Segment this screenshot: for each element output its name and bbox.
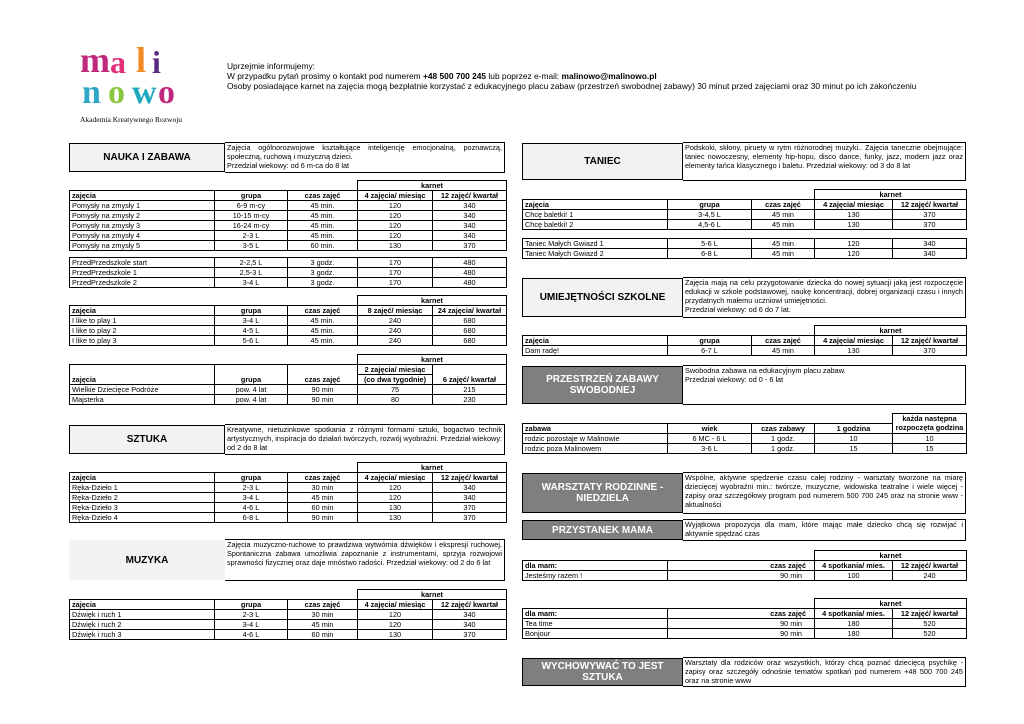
section-warsztaty-title: WARSZTATY RODZINNE - NIEDZIELA [522,473,683,513]
table-row: Chcę baletki! 2 4,5-6 L 45 min 130 370 [523,220,967,230]
section-umiej-desc: Zajęcia mają na celu przygotowanie dziecka do nowej sytuacji jaką jest rozpoczęcie edukacji w szkole podstawowej, naukę koncentracji, dobrej organizacji czasu i innych przydatnych małemu uczniowi umiejętności. Przedział wiekowy: od 6 do 7 lat. [683,277,966,318]
logo-letter: o [108,74,125,111]
przedszkole-table [69,257,507,288]
podroze-table: karnet zajęcia grupa czas zajęć 2 zajęcia/ miesiąc 6 zajęć/ kwartał (co dwa tygodnie) Wielkie Dziecięce Podróże pow. 4 lat 90 min 75 215 Majsterka pow. 4 lat 90 min 80 230 [69,354,507,405]
section-przestrzen-desc: Swobodna zabawa na edukacyjnym placu zabaw. Przedział wiekowy: od 0 - 6 lat [683,365,966,405]
section-taniec-title: TANIEC [522,143,683,180]
table-row: Pomysły na zmysły 1 6-9 m-cy 45 min. 120 340 [70,201,507,211]
section-nauka-desc: Zajęcia ogólnorozwojowe kształtujące inteligencję emocjonalną, poznawczą, społeczną, ruchową i muzyczną dzieci. Przedział wiekowy: od 6 m-ca do 8 lat [225,142,505,173]
logo-letter: i [152,44,161,80]
table-row: Bonjour 90 min 180 520 [523,629,967,639]
taniec-table: karnet zajęcia grupa czas zajęć 4 zajęcia/ miesiąc 12 zajęć/ kwartał Chcę baletki! 1 3-4,5 L 45 min 130 370 Chcę baletki! 2 4,5-6 L 45 min 130 370 [522,189,967,230]
malinowo-logo [80,40,183,132]
umiej-table: karnet zajęcia grupa czas zajęć 4 zajęcia/ miesiąc 12 zajęć/ kwartał Dam radę! 6-7 L 45 min 130 370 [522,325,967,356]
logo-letter: o [158,74,175,111]
table-row: Taniec Małych Gwiazd 1 5-6 L 45 min 120 340 [523,239,967,249]
taniec-gwiazdy-table [522,238,967,259]
table-row: PrzedPrzedszkole 2 3-4 L 3 godz. 170 480 [70,278,507,288]
table-row: Pomysły na zmysły 2 10-15 m-cy 45 min. 120 340 [70,211,507,221]
table-row: PrzedPrzedszkole start 2-2,5 L 3 godz. 170 480 [70,258,507,268]
table-row: rodzic poza Malinowem 3-6 L 1 godz. 15 15 [523,443,967,453]
section-muzyka-desc: Zajęcia muzyczno-ruchowe to prawdziwa wytwórnia dźwięków i ekspresji ruchowej. Spontaniczna zabawa umożliwia zapoznanie z instrumentami, sprzyja rozwojowi sprawności fizycznej oraz daje mnóstwo radości. Przedział wiekowy: od 2 do 6 lat [225,539,505,581]
table-row: Dźwięk i ruch 1 2-3 L 30 min 120 340 [70,610,507,620]
section-muzyka-title: MUZYKA [69,540,225,580]
section-przystanek-desc: Wyjątkowa propozycja dla mam, które mając małe dziecko chcą się rozwijać i aktywnie spędzać czas [683,519,966,541]
section-nauka-title: NAUKA I ZABAWA [69,143,225,172]
section-przestrzen-title: PRZESTRZEŃ ZABAWY SWOBODNEJ [522,366,683,404]
info-block [227,61,916,91]
section-wychowywac-desc: Warsztaty dla rodziców oraz wszystkich, którzy chcą poznać dziecięcą psychikę - zapisy oraz szczegóły odnośnie tematów spotkań pod numerem +48 500 700 245 oraz na stronie www [683,657,966,687]
przestrzen-table: każda następna rozpoczęta godzina zabawa wiek czas zabawy 1 godzina rodzic pozostaje w Malinowie 6 MC - 6 L 1 godz. 10 10 rodzic poza Malinowem 3-6 L 1 godz. 15 15 [522,413,967,454]
table-row: Dam radę! 6-7 L 45 min 130 370 [523,346,967,356]
table-row: Taniec Małych Gwiazd 2 6-8 L 45 min 120 340 [523,249,967,259]
table-row: I like to play 3 5-6 L 45 min. 240 680 [70,336,507,346]
logo-letter: n [82,74,101,111]
table-row: Pomysły na zmysły 4 2-3 L 45 min. 120 340 [70,231,507,241]
muzyka-table: karnet zajęcia grupa czas zajęć 4 zajęcia/ miesiąc 12 zajęć/ kwartał Dźwięk i ruch 1 2-3 L 30 min 120 340 Dźwięk i ruch 2 3-4 L 45 min 120 340 Dźwięk i ruch 3 4-6 L 60 min 130 370 [69,589,507,640]
ilike-table: karnet zajęcia grupa czas zajęć 8 zajęć/ miesiąc 24 zajęcia/ kwartał I like to play 1 3-4 L 45 min. 240 680 I like to play 2 4-5 L 45 min. 240 680 I like to play 3 5-6 L 45 min. 240 680 [69,295,507,346]
table-row: Majsterka pow. 4 lat 90 min 80 230 [70,395,507,405]
section-umiej-title: UMIEJĘTNOŚCI SZKOLNE [522,278,683,317]
info-line2: W przypadku pytań prosimy o kontakt pod numerem +48 500 700 245 lub poprzez e-mail: malinowo@malinowo.pl [227,71,657,81]
table-row: Ręka-Dzieło 1 2-3 L 30 min 120 340 [70,483,507,493]
section-przystanek-title: PRZYSTANEK MAMA [522,520,683,540]
phone-number[interactable]: +48 500 700 245 [422,71,487,81]
logo-letter: m [80,40,110,80]
section-sztuka-desc: Kreatywne, nietuzinkowe spotkania z różnymi formami sztuki, bogactwo technik artystycznych, inspiracja do działań twórczych, rozwój wyobraźni. Przedział wiekowy: od 2 do 8 lat [225,424,505,455]
table-row: Tea time 90 min 180 520 [523,619,967,629]
logo-letter: w [132,74,157,111]
table-row: Ręka-Dzieło 3 4-6 L 60 min 130 370 [70,503,507,513]
section-sztuka-title: SZTUKA [69,425,225,454]
logo-letter: a [110,44,126,80]
table-row: Pomysły na zmysły 5 3-5 L 60 min. 130 370 [70,241,507,251]
section-taniec-desc: Podskoki, skłony, piruety w rytm różnorodnej muzyki.. Zajęcia taneczne obejmujące: taniec nowoczesny, elementy hip-hopu, disco dance, funky, jazz, modern jazz oraz elementy tańca klasycznego i baletu. Przedział wiekowy: od 3 do 8 lat [683,142,966,181]
table-row: Jesteśmy razem ! 90 min 100 240 [523,571,967,581]
section-warsztaty-desc: Wspólne, aktywne spędzenie czasu całej rodziny - warsztaty tworzone na miarę dziecięcej wyobraźni min.: twórcze, muzyczne, widowiska teatralne i wiele więcej - zapisy oraz szczegółowy program pod numerem 500 700 245 oraz na stronie www - aktualności [683,472,966,514]
table-row: PrzedPrzedszkole 1 2,5-3 L 3 godz. 170 480 [70,268,507,278]
table-row: Dźwięk i ruch 3 4-6 L 60 min 130 370 [70,630,507,640]
email-link[interactable]: malinowo@malinowo.pl [561,71,657,81]
table-row: Dźwięk i ruch 2 3-4 L 45 min 120 340 [70,620,507,630]
przystanek-table: karnet dla mam: czas zajęć 4 spotkania/ mies. 12 zajęć/ kwartał Jesteśmy razem ! 90 min 100 240 [522,550,967,581]
section-wychowywac-title: WYCHOWYWAĆ TO JEST SZTUKA [522,658,683,686]
sztuka-table: karnet zajęcia grupa czas zajęć 4 zajęcia/ miesiąc 12 zajęć/ kwartał Ręka-Dzieło 1 2-3 L 30 min 120 340 Ręka-Dzieło 2 3-4 L 45 min 120 340 Ręka-Dzieło 3 4-6 L 60 min 130 370 Ręka-Dzieło 4 6-8 L 90 min 130 370 [69,462,507,523]
table-row: rodzic pozostaje w Malinowie 6 MC - 6 L 1 godz. 10 10 [523,433,967,443]
info-line3: Osoby posiadające karnet na zajęcia mogą bezpłatnie korzystać z edukacyjnego placu zabaw (przestrzeń swobodnej zabawy) 30 minut przed zajęciami oraz 30 minut po ich zakończeniu [227,81,917,91]
table-row: Chcę baletki! 1 3-4,5 L 45 min 130 370 [523,210,967,220]
nauka-table: karnet zajęcia grupa czas zajęć 4 zajęcia/ miesiąc 12 zajęć/ kwartał Pomysły na zmysły 1 6-9 m-cy 45 min. 120 340 Pomysły na zmysły 2 10-15 m-cy 45 min. 120 340 Pomysły na zmysły 3 16-24 m-cy 45 min. 120 340 Pomysły na zmysły 4 2-3 L 45 min. 120 340 Pomysły na zmysły 5 3-5 L 60 min. 130 370 [69,180,507,251]
table-row: I like to play 1 3-4 L 45 min. 240 680 [70,316,507,326]
przystanek-table-2: karnet dla mam: czas zajęć 4 spotkania/ mies. 12 zajęć/ kwartał Tea time 90 min 180 520 Bonjour 90 min 180 520 [522,598,967,639]
logo-tagline: Akademia Kreatywnego Rozwoju [80,115,183,124]
table-row: I like to play 2 4-5 L 45 min. 240 680 [70,326,507,336]
table-row: Ręka-Dzieło 2 3-4 L 45 min 120 340 [70,493,507,503]
table-row: Pomysły na zmysły 3 16-24 m-cy 45 min. 120 340 [70,221,507,231]
table-row: Wielkie Dziecięce Podróże pow. 4 lat 90 min 75 215 [70,385,507,395]
logo-letter: l [136,40,147,80]
table-row: Ręka-Dzieło 4 6-8 L 90 min 130 370 [70,513,507,523]
info-line1: Uprzejmie informujemy: [227,61,315,71]
